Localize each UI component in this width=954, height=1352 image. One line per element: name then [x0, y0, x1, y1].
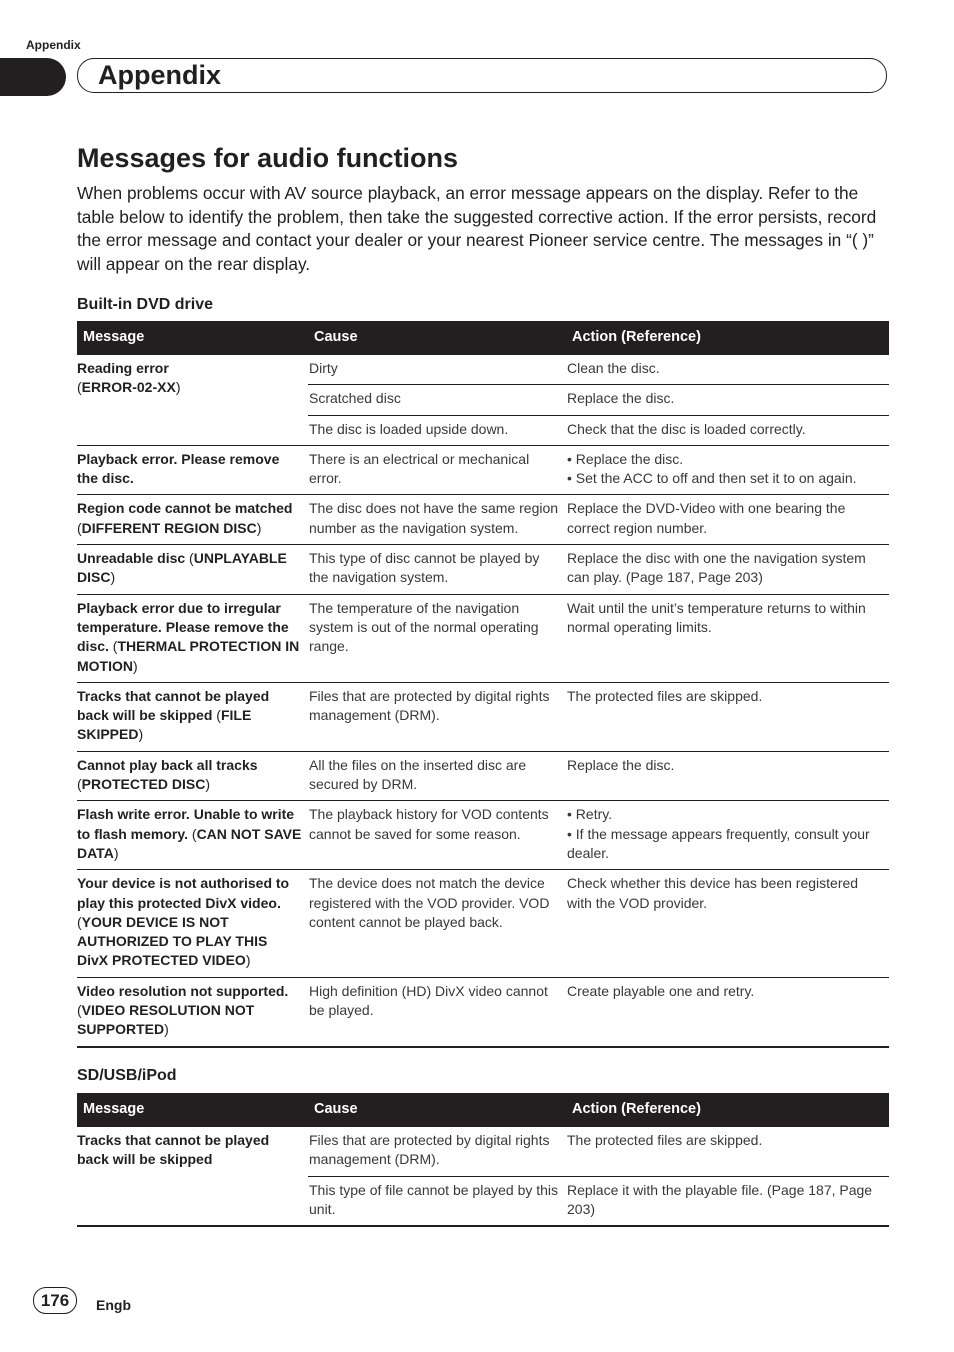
action-cell: Check whether this device has been registered with the VOD provider.	[566, 870, 889, 977]
message-cell: Cannot play back all tracks (PROTECTED DISC)	[77, 751, 308, 801]
table-row	[77, 751, 889, 801]
cause-cell: The device does not match the device registered with the VOD provider. VOD content cannot be played back.	[308, 870, 566, 977]
column-header-message: Message	[77, 1093, 308, 1127]
table-header	[77, 321, 889, 355]
message-cell: Tracks that cannot be played back will be skipped	[77, 1127, 308, 1226]
cause-cell: Files that are protected by digital rights management (DRM).	[309, 1132, 550, 1168]
message-cell: Your device is not authorised to play this protected DivX video. (YOUR DEVICE IS NOT AUTHORIZED TO PLAY THIS DivX PROTECTED VIDEO)	[77, 870, 308, 977]
language-code: Engb	[96, 1297, 131, 1313]
column-header-cause: Cause	[308, 321, 566, 355]
table-row	[77, 545, 889, 595]
cause-cell: This type of disc cannot be played by the navigation system.	[308, 545, 566, 595]
message-cell: Playback error due to irregular temperature. Please remove the disc. (THERMAL PROTECTION IN MOTION)	[77, 594, 308, 682]
cause-cell: This type of file cannot be played by this unit.	[308, 1176, 566, 1226]
page-title: Messages for audio functions	[77, 143, 459, 173]
cause-cell: Scratched disc	[308, 385, 566, 415]
running-head: Appendix	[26, 38, 81, 52]
cause-cell: Dirty	[309, 360, 338, 376]
message-cell: Unreadable disc (UNPLAYABLE DISC)	[77, 545, 308, 595]
action-cell: Clean the disc.	[567, 360, 660, 376]
message-cell: Reading error (ERROR-02-XX)	[77, 360, 181, 396]
column-header-action: Action (Reference)	[566, 321, 889, 355]
section-banner	[77, 58, 887, 93]
table-row	[77, 682, 889, 751]
action-cell: Create playable one and retry.	[566, 977, 889, 1046]
page-number: 176	[33, 1287, 77, 1314]
action-cell: Replace it with the playable file. (Page 187, Page 203)	[566, 1176, 889, 1226]
message-cell: Flash write error. Unable to write to flash memory. (CAN NOT SAVE DATA)	[77, 801, 308, 870]
action-cell: Replace the disc.	[566, 385, 889, 415]
action-cell: Replace the disc with one the navigation system can play. (Page 187, Page 203)	[566, 545, 889, 595]
column-header-message: Message	[77, 321, 308, 355]
message-cell: Region code cannot be matched (DIFFERENT REGION DISC)	[77, 495, 308, 545]
action-cell: • Retry. • If the message appears frequently, consult your dealer.	[566, 801, 889, 870]
cause-cell: The playback history for VOD contents cannot be saved for some reason.	[308, 801, 566, 870]
cause-cell: All the files on the inserted disc are secured by DRM.	[308, 751, 566, 801]
column-header-cause: Cause	[308, 1093, 566, 1127]
action-cell: The protected files are skipped.	[567, 1132, 763, 1148]
action-cell: Replace the DVD-Video with one bearing the correct region number.	[566, 495, 889, 545]
cause-cell: Files that are protected by digital rights management (DRM).	[308, 682, 566, 751]
message-cell: Tracks that cannot be played back will be skipped (FILE SKIPPED)	[77, 682, 308, 751]
table-header	[77, 1093, 889, 1127]
cause-cell: High definition (HD) DivX video cannot be played.	[308, 977, 566, 1046]
table-row	[77, 445, 889, 495]
action-cell: Wait until the unit’s temperature returns to within normal operating limits.	[566, 594, 889, 682]
cause-cell: The disc is loaded upside down.	[308, 415, 566, 445]
sd-usb-ipod-heading: SD/USB/iPod	[77, 1067, 177, 1084]
cause-cell: The temperature of the navigation system is out of the normal operating range.	[308, 594, 566, 682]
table-row	[77, 801, 889, 870]
table-row	[77, 355, 889, 385]
cause-cell: The disc does not have the same region number as the navigation system.	[308, 495, 566, 545]
message-cell: Playback error. Please remove the disc.	[77, 445, 308, 495]
table-row	[77, 977, 889, 1046]
message-cell: Video resolution not supported. (VIDEO RESOLUTION NOT SUPPORTED)	[77, 977, 308, 1046]
section-tab	[0, 58, 66, 96]
action-cell: Replace the disc.	[566, 751, 889, 801]
table-row	[77, 594, 889, 682]
dvd-messages-table	[77, 321, 889, 1048]
action-cell: The protected files are skipped.	[566, 682, 889, 751]
table-row	[77, 1127, 889, 1176]
intro-paragraph: When problems occur with AV source playback, an error message appears on the display. Refer to the table below to identify the problem, then take the suggested corrective action. If the error persists, record the error message and contact your dealer or your nearest Pioneer service centre. The messages in “( )” will appear on the rear display.	[77, 183, 877, 274]
column-header-action: Action (Reference)	[566, 1093, 889, 1127]
cause-cell: There is an electrical or mechanical error.	[308, 445, 566, 495]
table-row	[77, 870, 889, 977]
sd-usb-ipod-messages-table	[77, 1093, 889, 1227]
action-cell: Check that the disc is loaded correctly.	[566, 415, 889, 445]
dvd-heading: Built-in DVD drive	[77, 296, 214, 313]
action-cell: • Replace the disc. • Set the ACC to off and then set it to on again.	[566, 445, 889, 495]
section-title: Appendix	[98, 60, 222, 90]
table-row	[77, 495, 889, 545]
